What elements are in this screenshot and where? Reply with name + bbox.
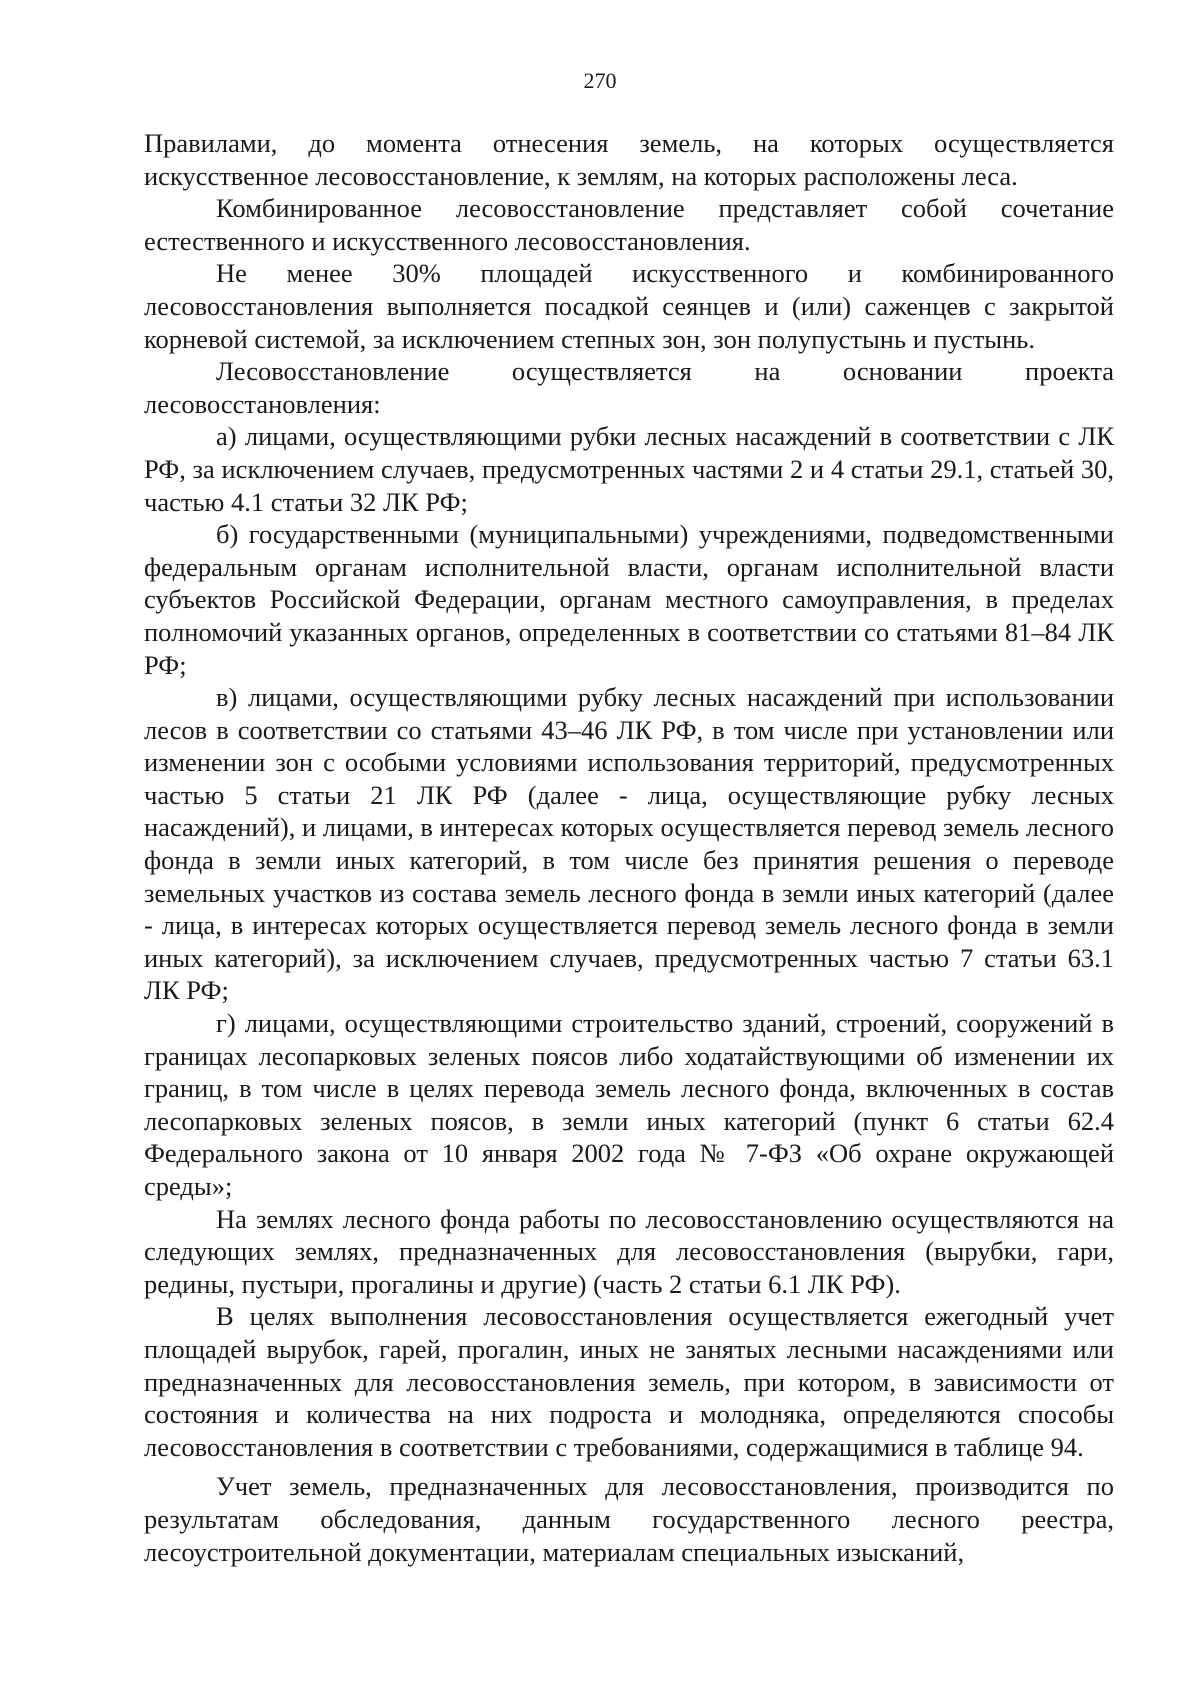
- paragraph-land-accounting: Учет земель, предназначенных для лесовосстановления, производится по результатам обследования, данным государственного лесного реестра, лесоустроительной документации, материалам специальных изысканий,: [144, 1471, 1114, 1567]
- paragraph-combined-reforestation: Комбинированное лесовосстановление представляет собой сочетание естественного и искусственного лесовосстановления.: [144, 193, 1114, 256]
- paragraph-continuation: Правилами, до момента отнесения земель, на которых осуществляется искусственное лесовосстановление, к землям, на которых расположены леса.: [144, 128, 1114, 191]
- paragraph-forest-fund-lands: На землях лесного фонда работы по лесовосстановлению осуществляются на следующих землях, предназначенных для лесовосстановления (вырубки, гари, редины, пустыри, прогалины и другие) (часть 2 статьи 6.1 ЛК РФ).: [144, 1203, 1114, 1299]
- document-body: [144, 127, 1114, 1568]
- paragraph-closed-root-seedlings: Не менее 30% площадей искусственного и комбинированного лесовосстановления выполняется посадкой сеянцев и (или) саженцев с закрытой корневой системой, за исключением степных зон, зон полупустынь и пустынь.: [144, 258, 1114, 354]
- paragraph-annual-accounting: В целях выполнения лесовосстановления осуществляется ежегодный учет площадей вырубок, гарей, прогалин, иных не занятых лесными насаждениями или предназначенных для лесовосстановления земель, при котором, в зависимости от состояния и количества на них подроста и молодняка, определяются способы лесовосстановления в соответствии с требованиями, содержащимися в таблице 94.: [144, 1301, 1114, 1462]
- list-item-b: б) государственными (муниципальными) учреждениями, подведомственными федеральным органам исполнительной власти, органам исполнительной власти субъектов Российской Федерации, органам местного самоуправления, в пределах полномочий указанных органов, определенных в соответствии со статьями 81–84 ЛК РФ;: [144, 519, 1114, 680]
- list-item-g: г) лицами, осуществляющими строительство зданий, строений, сооружений в границах лесопарковых зеленых поясов либо ходатайствующими об изменении их границ, в том числе в целях перевода земель лесного фонда, включенных в состав лесопарковых зеленых поясов, в земли иных категорий (пункт 6 статьи 62.4 Федерального закона от 10 января 2002 года № 7-ФЗ «Об охране окружающей среды»;: [144, 1008, 1114, 1201]
- list-item-a: а) лицами, осуществляющими рубки лесных насаждений в соответствии с ЛК РФ, за исключением случаев, предусмотренных частями 2 и 4 статьи 29.1, статьей 30, частью 4.1 статьи 32 ЛК РФ;: [144, 421, 1114, 517]
- page-number: 270: [583, 68, 617, 93]
- paragraph-reforestation-project: Лесовосстановление осуществляется на основании проекта лесовосстановления:: [144, 356, 1114, 419]
- list-item-v: в) лицами, осуществляющими рубку лесных насаждений при использовании лесов в соответствии со статьями 43–46 ЛК РФ, в том числе при установлении или изменении зон с особыми условиями использования территорий, предусмотренных частью 5 статьи 21 ЛК РФ (далее - лица, осуществляющие рубку лесных насаждений), и лицами, в интересах которых осуществляется перевод земель лесного фонда в земли иных категорий, в том числе без принятия решения о переводе земельных участков из состава земель лесного фонда в земли иных категорий (далее - лица, в интересах которых осуществляется перевод земель лесного фонда в земли иных категорий), за исключением случаев, предусмотренных частью 7 статьи 63.1 ЛК РФ;: [144, 682, 1114, 1006]
